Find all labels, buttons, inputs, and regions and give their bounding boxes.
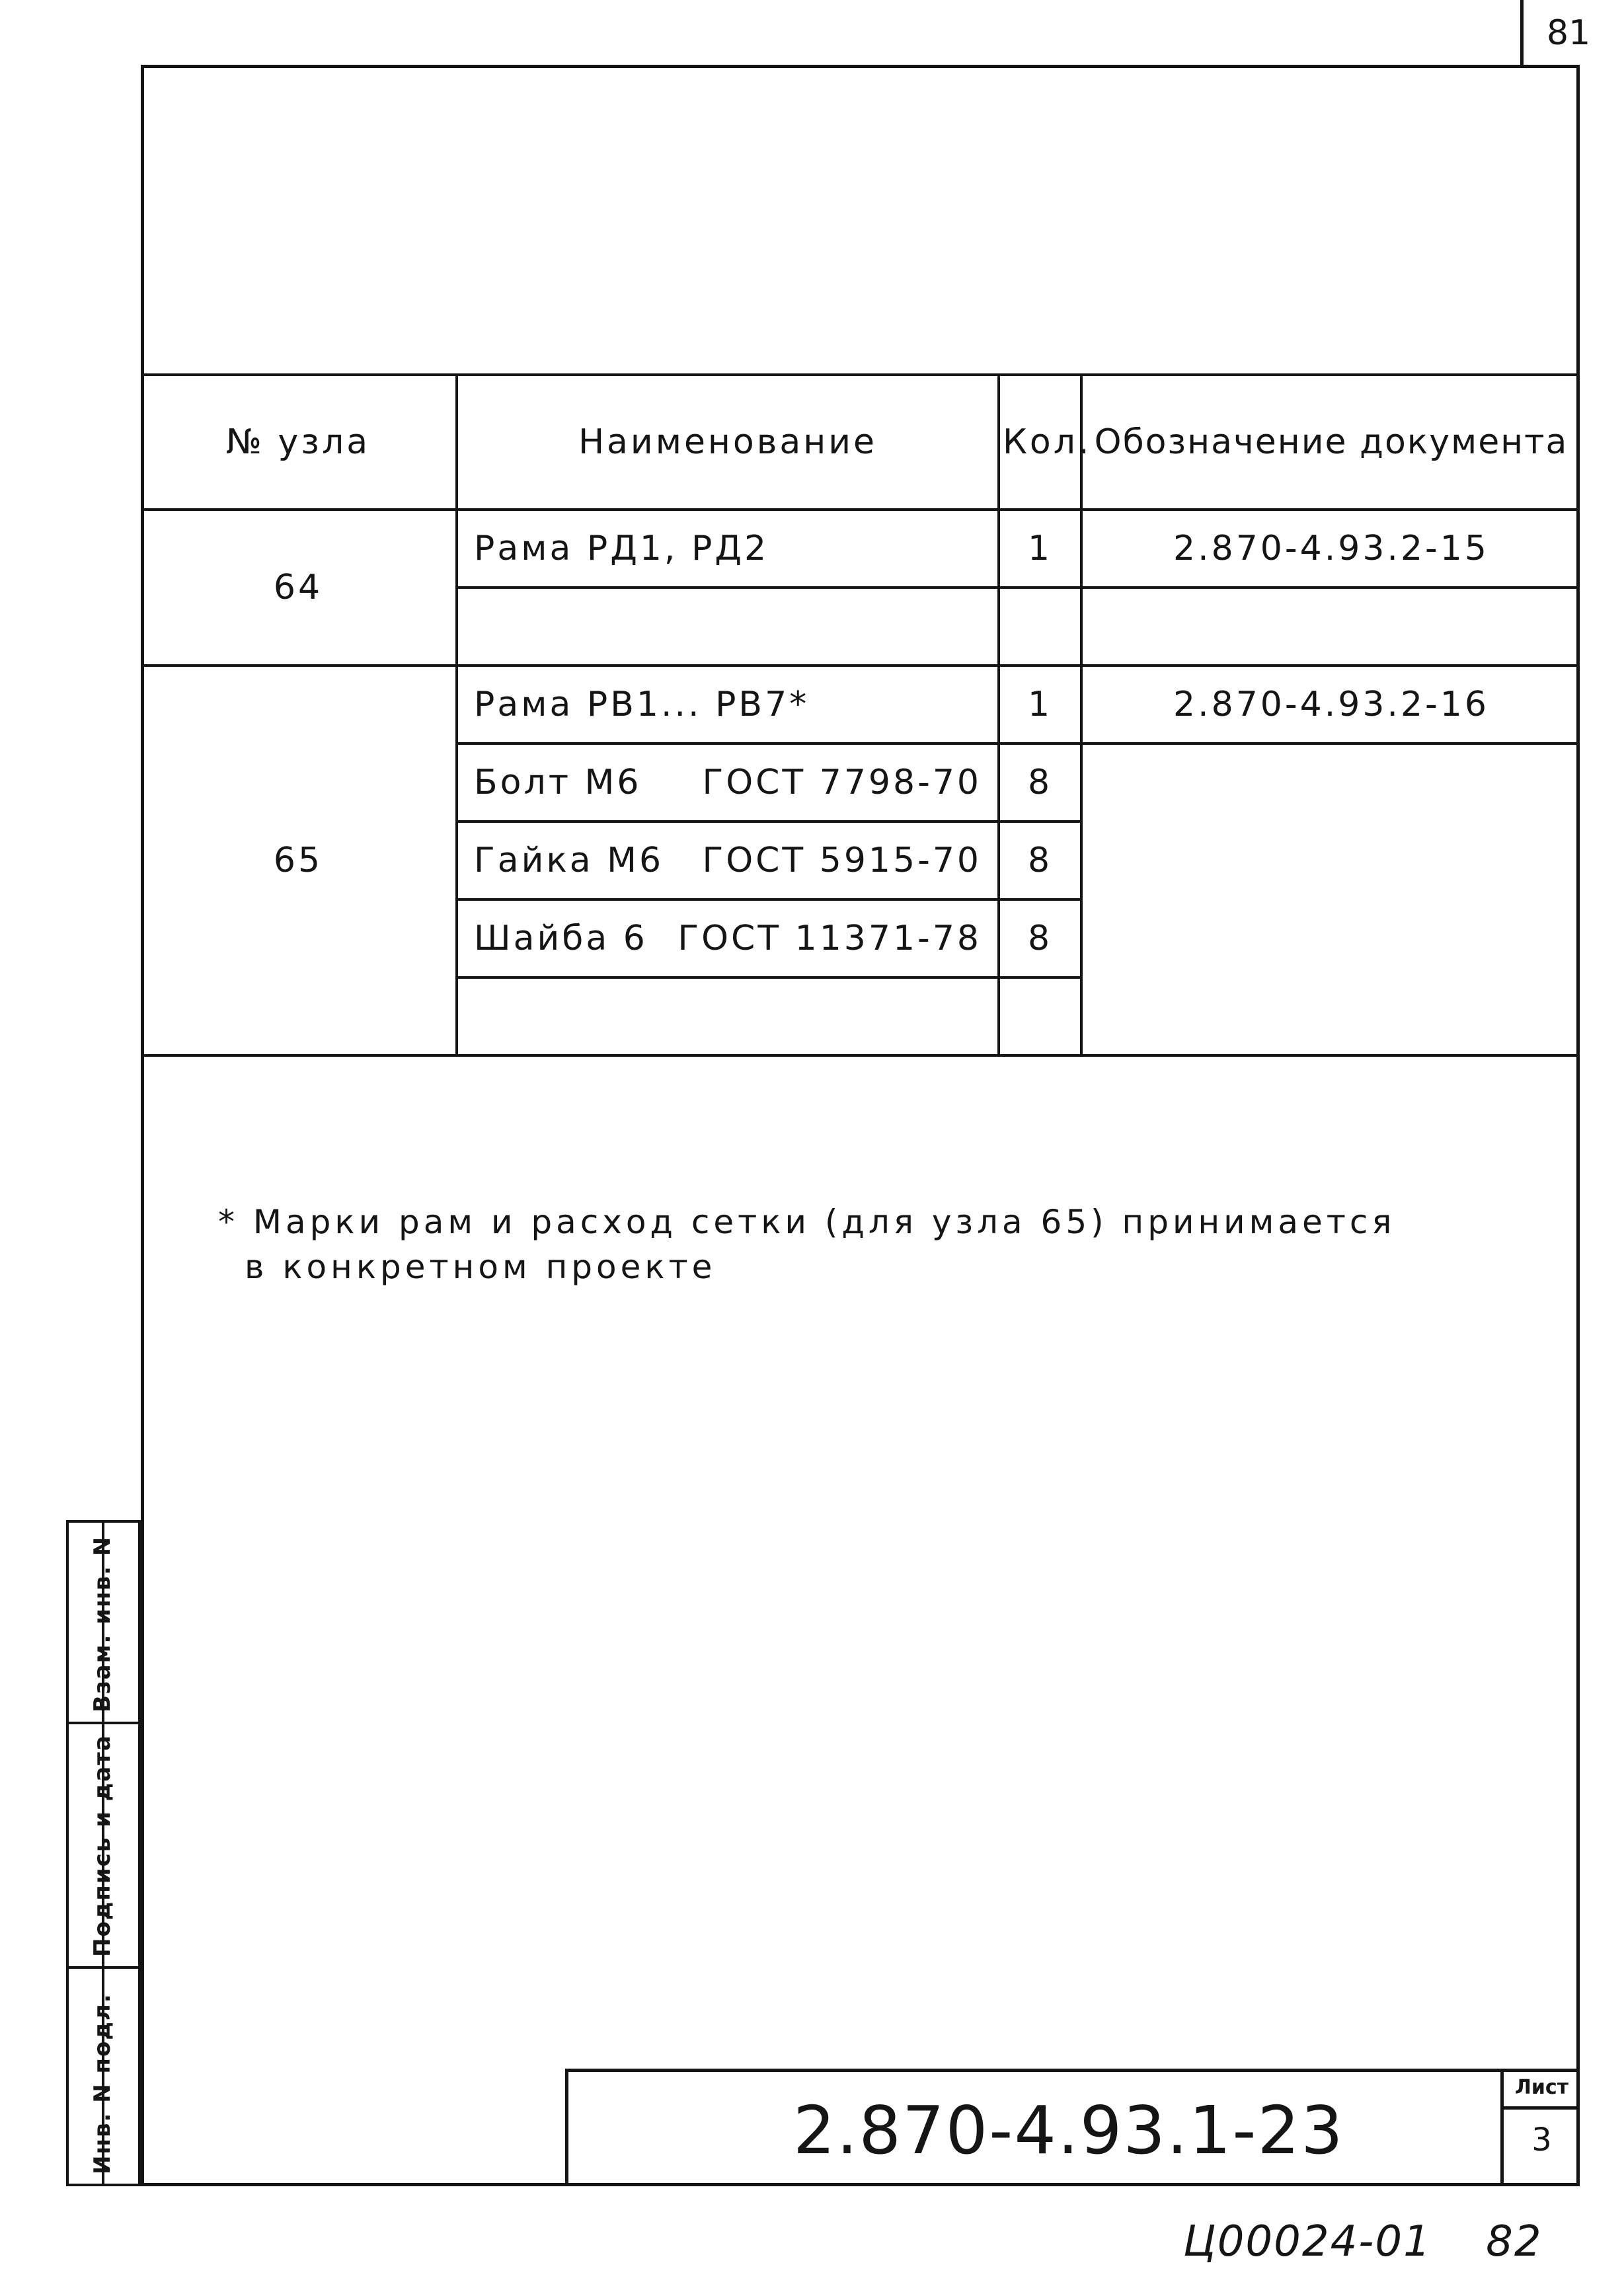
- item-name: Рама РВ1... РВ7*: [474, 685, 810, 724]
- table-header-row: [141, 375, 1580, 510]
- page-number: 81: [1547, 13, 1591, 53]
- node-cell: 64: [141, 510, 457, 666]
- stamp-label: Инв. N подл.: [89, 1993, 116, 2174]
- archive-stamp: [1183, 2217, 1543, 2266]
- doc-cell: 2.870-4.93.2-16: [1081, 666, 1580, 744]
- item-standard: ГОСТ 7798-70: [702, 763, 982, 802]
- stamp-cell: [69, 1724, 138, 1969]
- sheet-box: [1500, 2069, 1580, 2186]
- qty-cell: [999, 588, 1081, 666]
- stamp-cell: [69, 1523, 138, 1724]
- name-cell: [457, 977, 999, 1055]
- qty-cell: [999, 977, 1081, 1055]
- item-name: Гайка М6: [474, 841, 664, 880]
- footnote-line: в конкретном проекте: [245, 1248, 716, 1286]
- table-row: [141, 510, 1580, 588]
- doc-cell: [1081, 588, 1580, 666]
- item-name: Болт М6: [474, 763, 642, 802]
- item-name: Шайба 6: [474, 919, 648, 958]
- qty-cell: 8: [999, 744, 1081, 821]
- item-name: Рама РД1, РД2: [474, 529, 769, 568]
- archive-number: Ц00024-01: [1183, 2217, 1432, 2266]
- qty-cell: 1: [999, 510, 1081, 588]
- item-standard: ГОСТ 5915-70: [702, 841, 982, 880]
- name-cell: [457, 899, 999, 977]
- sheet-number: 3: [1531, 2121, 1552, 2158]
- name-cell: [457, 821, 999, 899]
- node-cell: 65: [141, 666, 457, 1055]
- specification-table: [141, 373, 1580, 1057]
- item-standard: ГОСТ 11371-78: [677, 919, 982, 958]
- name-cell: [457, 666, 999, 744]
- archive-page: 82: [1486, 2217, 1543, 2266]
- name-cell: [457, 510, 999, 588]
- stamp-label: Подпись и дата: [89, 1734, 116, 1957]
- header-name: Наименование: [457, 375, 999, 510]
- qty-cell: 8: [999, 821, 1081, 899]
- header-doc: Обозначение документа: [1081, 375, 1580, 510]
- table-row: [141, 666, 1580, 744]
- header-node: № узла: [141, 375, 457, 510]
- name-cell: [457, 588, 999, 666]
- document-code: 2.870-4.93.1-23: [793, 2092, 1344, 2169]
- footnote: [218, 1200, 1395, 1289]
- sheet-label: Лист: [1504, 2069, 1580, 2110]
- stamp-label: Взам. инв. N: [89, 1535, 116, 1712]
- doc-cell: 2.870-4.93.2-15: [1081, 510, 1580, 588]
- name-cell: [457, 744, 999, 821]
- side-stamp: [66, 1520, 141, 2186]
- footnote-line: * Марки рам и расход сетки (для узла 65) принимается: [218, 1203, 1396, 1241]
- doc-cell: [1081, 744, 1580, 1055]
- qty-cell: 1: [999, 666, 1081, 744]
- stamp-cell: [69, 1969, 138, 2184]
- qty-cell: 8: [999, 899, 1081, 977]
- header-qty: Кол.: [999, 375, 1081, 510]
